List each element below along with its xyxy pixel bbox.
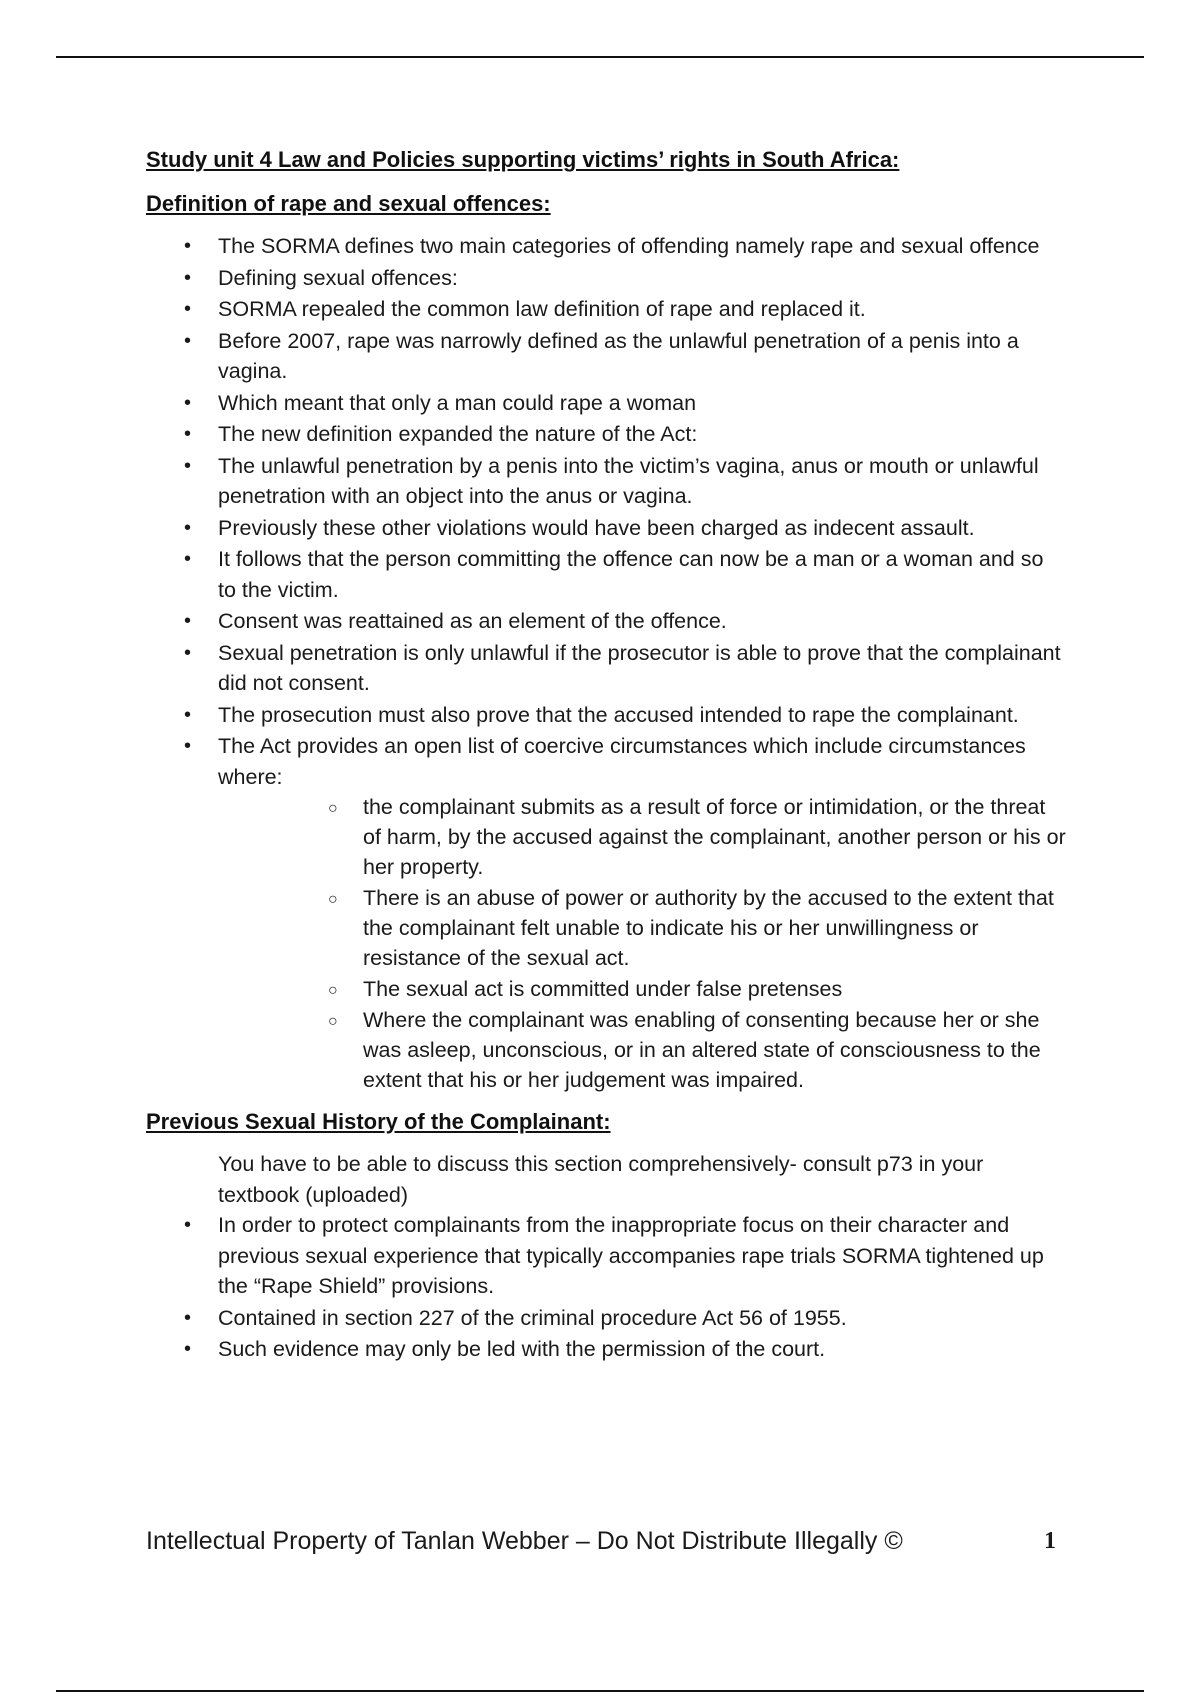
bullet-icon: • [184, 703, 192, 726]
list-item: • Before 2007, rape was narrowly defined as the unlawful penetration of a penis into a vagina. [146, 326, 1066, 387]
bullet-icon: • [184, 454, 192, 477]
sub-list-item: ○ Where the complainant was enabling of consenting because her or she was asleep, unconscious, or in an altered state of consciousness to the extent that his or her judgement was impaired. [328, 1008, 1041, 1092]
bullet-icon: • [184, 391, 192, 414]
list-item: • Consent was reattained as an element of the offence. [146, 606, 1066, 637]
page-number: 1 [1044, 1528, 1056, 1554]
sub-list-item: ○ the complainant submits as a result of force or intimidation, or the threat of harm, by the accused against the complainant, another person or his or her property. [328, 795, 1066, 879]
list-item: • SORMA repealed the common law definition of rape and replaced it. [146, 294, 1066, 325]
page-content [146, 145, 1066, 1366]
list-item: • The unlawful penetration by a penis into the victim’s vagina, anus or mouth or unlawful penetration with an object into the anus or vagina. [146, 451, 1066, 512]
coercive-circumstances-list [218, 792, 1066, 1095]
bullet-icon: • [184, 266, 192, 289]
list-item: • Such evidence may only be led with the permission of the court. [146, 1334, 1066, 1365]
bullet-icon: • [184, 235, 192, 257]
list-item: • In order to protect complainants from the inappropriate focus on their character and previous sexual experience that typically accompanies rape trials SORMA tightened up the “Rape Shield” provisions. [146, 1210, 1066, 1302]
sexual-history-intro: You have to be able to discuss this section comprehensively- consult p73 in your textbook (uploaded) [218, 1152, 984, 1207]
definition-bullet-list [146, 231, 1066, 1095]
definition-heading: Definition of rape and sexual offences: [146, 191, 551, 216]
list-item: • It follows that the person committing the offence can now be a man or a woman and so to the victim. [146, 544, 1066, 605]
list-item: • The Act provides an open list of coercive circumstances which include circumstances where: ○ the complainant submits as a result of force or intimidation, or the threat of harm, by the accused against the complainant, another person or his or her property. ○ There is an abuse of power or authority by the accused to the extent that the complainant felt unable to indicate his or her unwillingness or resistance of the sexual act. ○ The sexual act is committed under false pretenses ○ Where the complainant was enabling of consenting because her or she was asleep, unconscious, or in an altered state of consciousness to the extent that his or her judgement was impaired. [146, 731, 1066, 1095]
circle-bullet-icon: ○ [328, 800, 338, 817]
bullet-icon: • [184, 423, 192, 445]
bullet-icon: • [184, 516, 192, 539]
list-item: • The prosecution must also prove that the accused intended to rape the complainant. [146, 700, 1066, 731]
circle-bullet-icon: ○ [328, 982, 338, 999]
list-item: • The new definition expanded the nature of the Act: [146, 419, 1066, 450]
copyright-notice: Intellectual Property of Tanlan Webber – Do Not Distribute Illegally © [146, 1527, 903, 1555]
study-unit-heading: Study unit 4 Law and Policies supporting victims’ rights in South Africa: [146, 147, 900, 172]
list-item: • Sexual penetration is only unlawful if the prosecutor is able to prove that the complainant did not consent. [146, 638, 1066, 699]
sub-list-item: ○ There is an abuse of power or authority by the accused to the extent that the complainant felt unable to indicate his or her unwillingness or resistance of the sexual act. [328, 886, 1054, 970]
list-item: • The SORMA defines two main categories of offending namely rape and sexual offence [146, 231, 1066, 262]
bullet-icon: • [184, 548, 192, 570]
bullet-icon: • [184, 641, 192, 664]
bullet-icon: • [184, 1214, 192, 1236]
page-footer [146, 1524, 1056, 1558]
sexual-history-heading: Previous Sexual History of the Complainant: [146, 1109, 611, 1134]
bullet-icon: • [184, 329, 192, 352]
sexual-history-bullet-list [146, 1210, 1066, 1365]
sub-list-item: ○ The sexual act is committed under false pretenses [218, 974, 1066, 1004]
circle-bullet-icon: ○ [328, 1013, 338, 1030]
bullet-icon: • [184, 735, 192, 757]
bullet-icon: • [184, 610, 192, 632]
bottom-rule [56, 1690, 1144, 1692]
bullet-icon: • [184, 298, 192, 320]
top-rule [56, 56, 1144, 58]
bullet-icon: • [184, 1338, 192, 1360]
bullet-icon: • [184, 1306, 192, 1329]
list-item: • Defining sexual offences: [146, 263, 1066, 294]
list-item: • Which meant that only a man could rape a woman [146, 388, 1066, 419]
list-item: • Contained in section 227 of the criminal procedure Act 56 of 1955. [146, 1303, 1066, 1334]
list-item: • Previously these other violations would have been charged as indecent assault. [146, 513, 1066, 544]
circle-bullet-icon: ○ [328, 891, 338, 908]
